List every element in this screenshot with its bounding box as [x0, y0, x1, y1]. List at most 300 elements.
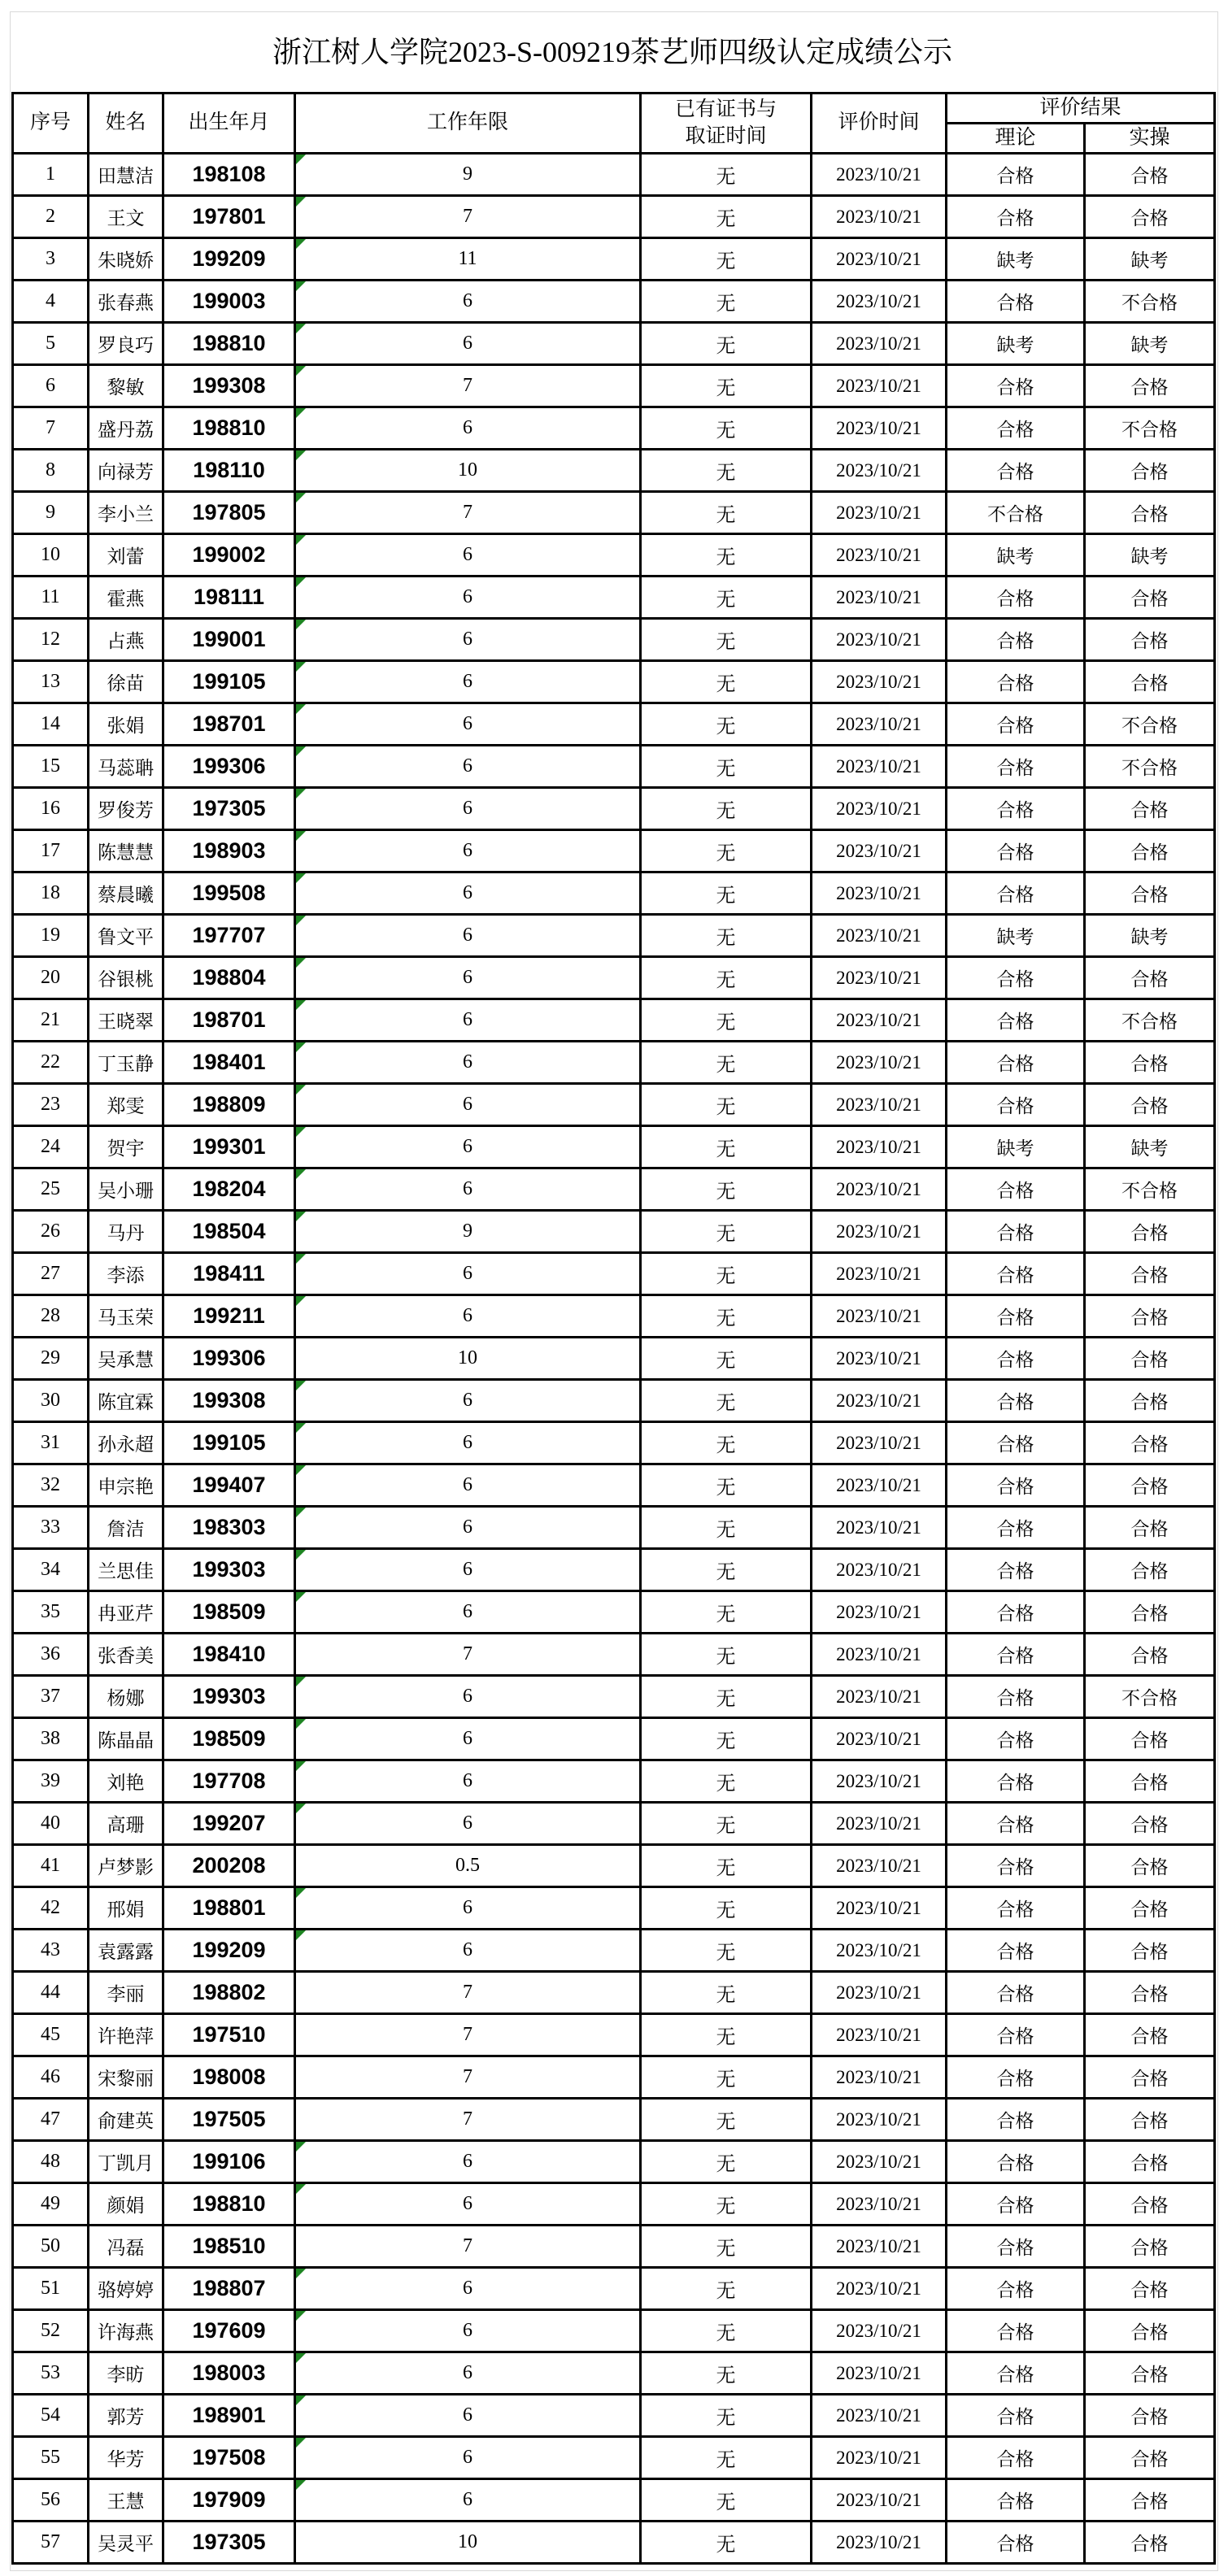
birth-cell: 199211: [163, 1295, 295, 1338]
eval-time-cell: 2023/10/21: [812, 1591, 947, 1634]
name-cell: 王慧: [89, 2479, 163, 2522]
theory-result-cell: 合格: [947, 2395, 1085, 2437]
eval-time-cell: 2023/10/21: [812, 2352, 947, 2395]
birth-cell: 198810: [163, 407, 295, 450]
text-format-marker-icon: [296, 620, 306, 629]
practical-result-cell: 合格: [1085, 1634, 1215, 1676]
practical-result-cell: 缺考: [1085, 238, 1215, 281]
years-cell: 6: [295, 746, 641, 788]
seq-cell: 24: [13, 1126, 89, 1168]
years-cell: 7: [295, 365, 641, 407]
text-format-marker-icon: [296, 1085, 306, 1094]
seq-cell: 42: [13, 1887, 89, 1930]
practical-result-cell: 合格: [1085, 1338, 1215, 1380]
seq-cell: 6: [13, 365, 89, 407]
cert-cell: 无: [641, 1549, 812, 1591]
birth-cell: 199301: [163, 1126, 295, 1168]
header-eval-time: 评价时间: [812, 94, 947, 154]
years-cell: 6: [295, 703, 641, 746]
cert-cell: 无: [641, 1211, 812, 1253]
table-row: [13, 999, 1215, 1042]
eval-time-cell: 2023/10/21: [812, 577, 947, 619]
practical-result-cell: 缺考: [1085, 1126, 1215, 1168]
seq-cell: 25: [13, 1168, 89, 1211]
name-cell: 冯磊: [89, 2226, 163, 2268]
birth-cell: 197805: [163, 492, 295, 534]
table-row: [13, 661, 1215, 703]
years-cell: 6: [295, 957, 641, 999]
years-cell: 7: [295, 2014, 641, 2056]
years-cell: 7: [295, 492, 641, 534]
name-cell: 陈晶晶: [89, 1718, 163, 1760]
cert-cell: 无: [641, 1930, 812, 1972]
text-format-marker-icon: [296, 1423, 306, 1433]
table-row: [13, 1295, 1215, 1338]
theory-result-cell: 合格: [947, 1634, 1085, 1676]
table-row: [13, 1591, 1215, 1634]
years-cell: 11: [295, 238, 641, 281]
text-format-marker-icon: [296, 1381, 306, 1390]
years-cell: 6: [295, 1676, 641, 1718]
seq-cell: 16: [13, 788, 89, 830]
practical-result-cell: 合格: [1085, 492, 1215, 534]
theory-result-cell: 缺考: [947, 238, 1085, 281]
seq-cell: 36: [13, 1634, 89, 1676]
practical-result-cell: 合格: [1085, 2183, 1215, 2226]
years-cell: 6: [295, 2310, 641, 2352]
birth-cell: 199105: [163, 661, 295, 703]
name-cell: 马丹: [89, 1211, 163, 1253]
birth-cell: 199303: [163, 1549, 295, 1591]
text-format-marker-icon: [296, 1465, 306, 1475]
table-row: [13, 1507, 1215, 1549]
seq-cell: 46: [13, 2056, 89, 2099]
years-cell: 6: [295, 1464, 641, 1507]
birth-cell: 198303: [163, 1507, 295, 1549]
eval-time-cell: 2023/10/21: [812, 2310, 947, 2352]
eval-time-cell: 2023/10/21: [812, 1211, 947, 1253]
birth-cell: 198204: [163, 1168, 295, 1211]
practical-result-cell: 合格: [1085, 196, 1215, 238]
birth-cell: 198901: [163, 2395, 295, 2437]
seq-cell: 12: [13, 619, 89, 661]
theory-result-cell: 合格: [947, 619, 1085, 661]
table-row: [13, 365, 1215, 407]
name-cell: 朱晓娇: [89, 238, 163, 281]
name-cell: 孙永超: [89, 1422, 163, 1464]
cert-cell: 无: [641, 746, 812, 788]
birth-cell: 199003: [163, 281, 295, 323]
eval-time-cell: 2023/10/21: [812, 2395, 947, 2437]
theory-result-cell: 合格: [947, 1887, 1085, 1930]
years-cell: 6: [295, 915, 641, 957]
seq-cell: 27: [13, 1253, 89, 1295]
name-cell: 郑雯: [89, 1084, 163, 1126]
eval-time-cell: 2023/10/21: [812, 1930, 947, 1972]
theory-result-cell: 合格: [947, 577, 1085, 619]
practical-result-cell: 缺考: [1085, 534, 1215, 577]
eval-time-cell: 2023/10/21: [812, 872, 947, 915]
text-format-marker-icon: [296, 789, 306, 798]
eval-time-cell: 2023/10/21: [812, 450, 947, 492]
eval-time-cell: 2023/10/21: [812, 1126, 947, 1168]
years-cell: 6: [295, 2352, 641, 2395]
cert-cell: 无: [641, 2310, 812, 2352]
practical-result-cell: 合格: [1085, 1380, 1215, 1422]
practical-result-cell: 合格: [1085, 2395, 1215, 2437]
text-format-marker-icon: [296, 535, 306, 545]
years-cell: 6: [295, 1591, 641, 1634]
text-format-marker-icon: [296, 324, 306, 333]
cert-cell: 无: [641, 1084, 812, 1126]
text-format-marker-icon: [296, 662, 306, 672]
years-cell: 6: [295, 281, 641, 323]
theory-result-cell: 合格: [947, 746, 1085, 788]
table-row: [13, 746, 1215, 788]
cert-cell: 无: [641, 1042, 812, 1084]
years-cell: 6: [295, 1253, 641, 1295]
text-format-marker-icon: [296, 746, 306, 756]
table-row: [13, 1845, 1215, 1887]
cert-cell: 无: [641, 2479, 812, 2522]
practical-result-cell: 合格: [1085, 872, 1215, 915]
eval-time-cell: 2023/10/21: [812, 2014, 947, 2056]
birth-cell: 199207: [163, 1803, 295, 1845]
years-cell: 7: [295, 196, 641, 238]
header-theory: 理论: [947, 124, 1085, 154]
cert-cell: 无: [641, 2014, 812, 2056]
eval-time-cell: 2023/10/21: [812, 2522, 947, 2564]
practical-result-cell: 合格: [1085, 1930, 1215, 1972]
seq-cell: 55: [13, 2437, 89, 2479]
eval-time-cell: 2023/10/21: [812, 2141, 947, 2183]
table-row: [13, 1422, 1215, 1464]
cert-cell: 无: [641, 1168, 812, 1211]
header-seq: 序号: [13, 94, 89, 154]
years-cell: 7: [295, 1634, 641, 1676]
name-cell: 王文: [89, 196, 163, 238]
practical-result-cell: 合格: [1085, 1803, 1215, 1845]
name-cell: 田慧洁: [89, 154, 163, 196]
seq-cell: 15: [13, 746, 89, 788]
practical-result-cell: 合格: [1085, 1718, 1215, 1760]
seq-cell: 30: [13, 1380, 89, 1422]
years-cell: 6: [295, 1507, 641, 1549]
eval-time-cell: 2023/10/21: [812, 492, 947, 534]
name-cell: 徐苗: [89, 661, 163, 703]
years-cell: 6: [295, 1887, 641, 1930]
seq-cell: 14: [13, 703, 89, 746]
text-format-marker-icon: [296, 2142, 306, 2152]
theory-result-cell: 缺考: [947, 323, 1085, 365]
theory-result-cell: 合格: [947, 154, 1085, 196]
eval-time-cell: 2023/10/21: [812, 365, 947, 407]
cert-cell: 无: [641, 2141, 812, 2183]
table-row: [13, 1126, 1215, 1168]
seq-cell: 45: [13, 2014, 89, 2056]
table-row: [13, 2479, 1215, 2522]
birth-cell: 198510: [163, 2226, 295, 2268]
cert-cell: 无: [641, 661, 812, 703]
cert-cell: 无: [641, 1887, 812, 1930]
birth-cell: 198008: [163, 2056, 295, 2099]
eval-time-cell: 2023/10/21: [812, 323, 947, 365]
practical-result-cell: 合格: [1085, 1549, 1215, 1591]
birth-cell: 197305: [163, 2522, 295, 2564]
eval-time-cell: 2023/10/21: [812, 238, 947, 281]
seq-cell: 23: [13, 1084, 89, 1126]
page-title: 浙江树人学院2023-S-009219茶艺师四级认定成绩公示: [272, 36, 952, 68]
theory-result-cell: 合格: [947, 1295, 1085, 1338]
years-cell: 6: [295, 2268, 641, 2310]
eval-time-cell: 2023/10/21: [812, 830, 947, 872]
eval-time-cell: 2023/10/21: [812, 915, 947, 957]
eval-time-cell: 2023/10/21: [812, 1380, 947, 1422]
eval-time-cell: 2023/10/21: [812, 407, 947, 450]
cert-cell: 无: [641, 1845, 812, 1887]
theory-result-cell: 合格: [947, 281, 1085, 323]
theory-result-cell: 合格: [947, 872, 1085, 915]
seq-cell: 11: [13, 577, 89, 619]
table-row: [13, 1168, 1215, 1211]
seq-cell: 33: [13, 1507, 89, 1549]
header-birth: 出生年月: [163, 94, 295, 154]
eval-time-cell: 2023/10/21: [812, 1464, 947, 1507]
header-cert-line1: 已有证书与: [674, 98, 777, 120]
table-row: [13, 703, 1215, 746]
table-row: [13, 2141, 1215, 2183]
birth-cell: 198504: [163, 1211, 295, 1253]
name-cell: 黎敏: [89, 365, 163, 407]
theory-result-cell: 合格: [947, 1760, 1085, 1803]
name-cell: 刘蕾: [89, 534, 163, 577]
practical-result-cell: 合格: [1085, 2479, 1215, 2522]
theory-result-cell: 合格: [947, 2437, 1085, 2479]
birth-cell: 198701: [163, 999, 295, 1042]
seq-cell: 7: [13, 407, 89, 450]
birth-cell: 199306: [163, 746, 295, 788]
seq-cell: 26: [13, 1211, 89, 1253]
theory-result-cell: 合格: [947, 1338, 1085, 1380]
years-cell: 9: [295, 1211, 641, 1253]
eval-time-cell: 2023/10/21: [812, 2437, 947, 2479]
cert-cell: 无: [641, 1126, 812, 1168]
results-table: [11, 92, 1216, 2565]
cert-cell: 无: [641, 1295, 812, 1338]
theory-result-cell: 合格: [947, 2522, 1085, 2564]
seq-cell: 37: [13, 1676, 89, 1718]
theory-result-cell: 合格: [947, 1549, 1085, 1591]
table-row: [13, 1549, 1215, 1591]
seq-cell: 31: [13, 1422, 89, 1464]
text-format-marker-icon: [296, 1254, 306, 1264]
practical-result-cell: 合格: [1085, 1211, 1215, 1253]
seq-cell: 21: [13, 999, 89, 1042]
table-row: [13, 2056, 1215, 2099]
birth-cell: 197909: [163, 2479, 295, 2522]
theory-result-cell: 合格: [947, 1718, 1085, 1760]
table-row: [13, 534, 1215, 577]
cert-cell: 无: [641, 1972, 812, 2014]
eval-time-cell: 2023/10/21: [812, 196, 947, 238]
eval-time-cell: 2023/10/21: [812, 1803, 947, 1845]
cert-cell: 无: [641, 2437, 812, 2479]
birth-cell: 199002: [163, 534, 295, 577]
practical-result-cell: 合格: [1085, 1760, 1215, 1803]
cert-cell: 无: [641, 1591, 812, 1634]
eval-time-cell: 2023/10/21: [812, 788, 947, 830]
text-format-marker-icon: [296, 873, 306, 883]
cert-cell: 无: [641, 1464, 812, 1507]
theory-result-cell: 合格: [947, 2479, 1085, 2522]
seq-cell: 10: [13, 534, 89, 577]
seq-cell: 22: [13, 1042, 89, 1084]
practical-result-cell: 合格: [1085, 957, 1215, 999]
header-result: 评价结果: [947, 94, 1215, 124]
table-row: [13, 1253, 1215, 1295]
seq-cell: 44: [13, 1972, 89, 2014]
table-body: [13, 154, 1215, 2564]
table-row: [13, 1380, 1215, 1422]
name-cell: 申宗艳: [89, 1464, 163, 1507]
name-cell: 邢娟: [89, 1887, 163, 1930]
seq-cell: 29: [13, 1338, 89, 1380]
name-cell: 高珊: [89, 1803, 163, 1845]
name-cell: 王晓翠: [89, 999, 163, 1042]
table-row: [13, 830, 1215, 872]
table-row: [13, 2099, 1215, 2141]
theory-result-cell: 合格: [947, 2226, 1085, 2268]
eval-time-cell: 2023/10/21: [812, 661, 947, 703]
eval-time-cell: 2023/10/21: [812, 1634, 947, 1676]
table-row: [13, 1760, 1215, 1803]
theory-result-cell: 合格: [947, 1042, 1085, 1084]
header-row-1: [13, 94, 1215, 124]
birth-cell: 198509: [163, 1591, 295, 1634]
years-cell: 10: [295, 450, 641, 492]
header-cert-line2: 取证时间: [685, 124, 767, 147]
practical-result-cell: 合格: [1085, 1422, 1215, 1464]
cert-cell: 无: [641, 238, 812, 281]
birth-cell: 198110: [163, 450, 295, 492]
seq-cell: 1: [13, 154, 89, 196]
table-row: [13, 872, 1215, 915]
theory-result-cell: 合格: [947, 1930, 1085, 1972]
theory-result-cell: 合格: [947, 1380, 1085, 1422]
practical-result-cell: 合格: [1085, 450, 1215, 492]
seq-cell: 52: [13, 2310, 89, 2352]
theory-result-cell: 合格: [947, 2310, 1085, 2352]
birth-cell: 197801: [163, 196, 295, 238]
text-format-marker-icon: [296, 916, 306, 925]
eval-time-cell: 2023/10/21: [812, 746, 947, 788]
seq-cell: 13: [13, 661, 89, 703]
name-cell: 华芳: [89, 2437, 163, 2479]
birth-cell: 197305: [163, 788, 295, 830]
practical-result-cell: 缺考: [1085, 915, 1215, 957]
years-cell: 6: [295, 323, 641, 365]
years-cell: 7: [295, 1972, 641, 2014]
practical-result-cell: 合格: [1085, 2141, 1215, 2183]
header-practical: 实操: [1085, 124, 1215, 154]
seq-cell: 41: [13, 1845, 89, 1887]
seq-cell: 35: [13, 1591, 89, 1634]
table-row: [13, 196, 1215, 238]
name-cell: 向禄芳: [89, 450, 163, 492]
cert-cell: 无: [641, 1676, 812, 1718]
text-format-marker-icon: [296, 1592, 306, 1602]
header-years: 工作年限: [295, 94, 641, 154]
practical-result-cell: 合格: [1085, 1464, 1215, 1507]
name-cell: 霍燕: [89, 577, 163, 619]
eval-time-cell: 2023/10/21: [812, 1042, 947, 1084]
table-row: [13, 492, 1215, 534]
eval-time-cell: 2023/10/21: [812, 2099, 947, 2141]
cert-cell: 无: [641, 2099, 812, 2141]
name-cell: 郭芳: [89, 2395, 163, 2437]
name-cell: 丁玉静: [89, 1042, 163, 1084]
theory-result-cell: 合格: [947, 1591, 1085, 1634]
cert-cell: 无: [641, 407, 812, 450]
theory-result-cell: 合格: [947, 407, 1085, 450]
cert-cell: 无: [641, 450, 812, 492]
text-format-marker-icon: [296, 1930, 306, 1940]
seq-cell: 38: [13, 1718, 89, 1760]
years-cell: 6: [295, 1930, 641, 1972]
years-cell: 7: [295, 2056, 641, 2099]
years-cell: 6: [295, 1084, 641, 1126]
seq-cell: 56: [13, 2479, 89, 2522]
header-cert: [641, 94, 812, 154]
cert-cell: 无: [641, 196, 812, 238]
cert-cell: 无: [641, 1422, 812, 1464]
table-row: [13, 238, 1215, 281]
theory-result-cell: 合格: [947, 1464, 1085, 1507]
table-row: [13, 619, 1215, 661]
cert-cell: 无: [641, 2268, 812, 2310]
seq-cell: 39: [13, 1760, 89, 1803]
practical-result-cell: 合格: [1085, 2099, 1215, 2141]
eval-time-cell: 2023/10/21: [812, 1887, 947, 1930]
text-format-marker-icon: [296, 831, 306, 841]
table-row: [13, 957, 1215, 999]
practical-result-cell: 合格: [1085, 2310, 1215, 2352]
seq-cell: 47: [13, 2099, 89, 2141]
text-format-marker-icon: [296, 366, 306, 376]
years-cell: 6: [295, 2183, 641, 2226]
text-format-marker-icon: [296, 197, 306, 207]
years-cell: 9: [295, 154, 641, 196]
table-header: [13, 94, 1215, 154]
years-cell: 6: [295, 534, 641, 577]
eval-time-cell: 2023/10/21: [812, 2183, 947, 2226]
name-cell: 丁凯月: [89, 2141, 163, 2183]
table-row: [13, 2437, 1215, 2479]
years-cell: 7: [295, 2099, 641, 2141]
eval-time-cell: 2023/10/21: [812, 1972, 947, 2014]
birth-cell: 199508: [163, 872, 295, 915]
birth-cell: 198810: [163, 323, 295, 365]
table-row: [13, 2310, 1215, 2352]
practical-result-cell: 合格: [1085, 1507, 1215, 1549]
eval-time-cell: 2023/10/21: [812, 1253, 947, 1295]
table-row: [13, 788, 1215, 830]
text-format-marker-icon: [296, 1550, 306, 1560]
practical-result-cell: 合格: [1085, 577, 1215, 619]
practical-result-cell: 合格: [1085, 365, 1215, 407]
theory-result-cell: 合格: [947, 1676, 1085, 1718]
practical-result-cell: 合格: [1085, 619, 1215, 661]
